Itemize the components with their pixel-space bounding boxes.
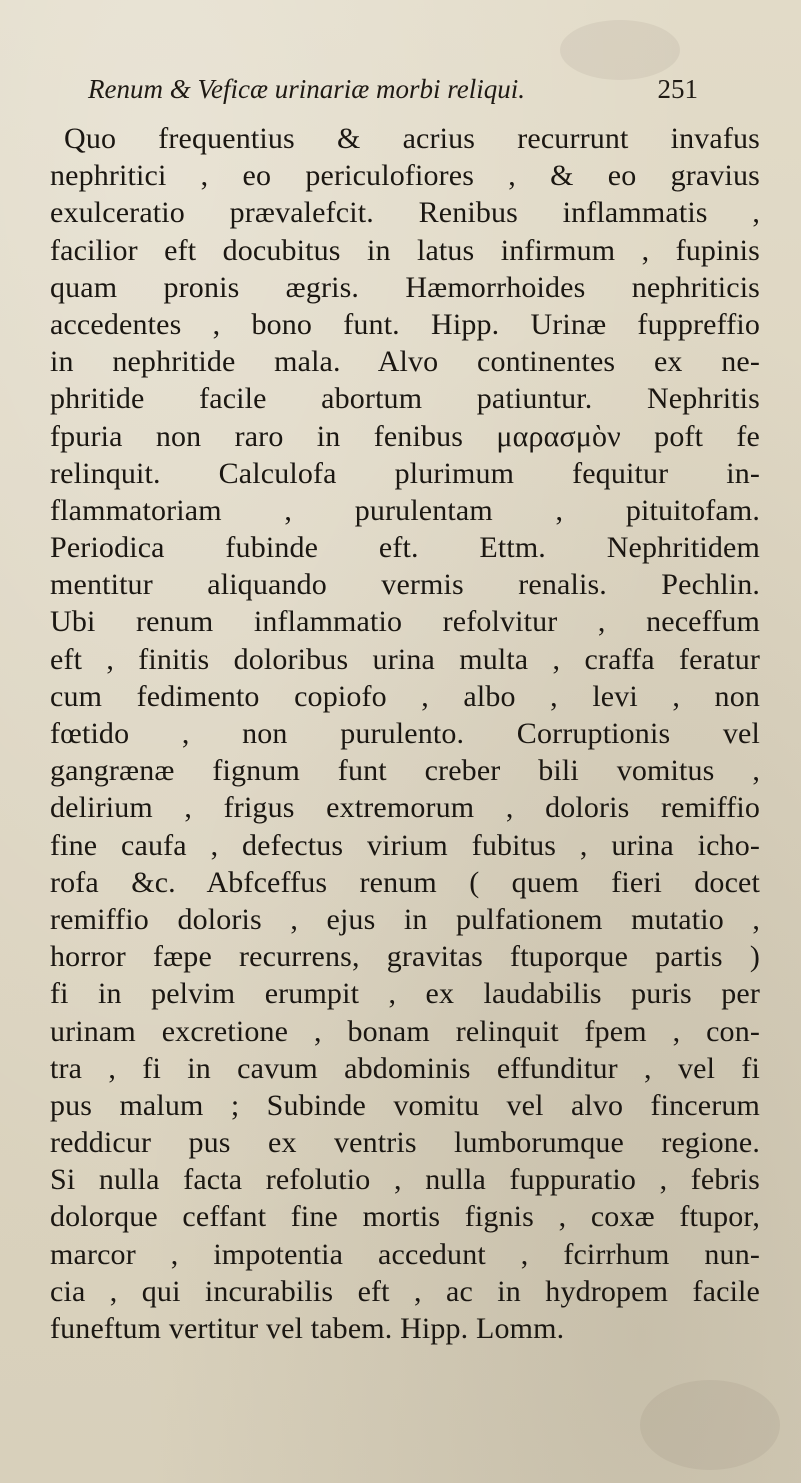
text-line: quam pronis ægris. Hæmorrhoides nephriticis [50, 270, 760, 304]
text-line: cum fedimento copiofo , albo , levi , non [50, 679, 760, 713]
text-line: Ubi renum inflammatio refolvitur , neceffum [50, 605, 760, 639]
paper-stain [640, 1380, 780, 1470]
text-line: fpuria non raro in fenibus μαρασμὸν poft fe [50, 419, 760, 453]
text-line: reddicur pus ex ventris lumborumque regione. [50, 1126, 760, 1160]
text-line: funeftum vertitur vel tabem. Hipp. Lomm. [50, 1312, 565, 1345]
text-line: remiffio doloris , ejus in pulfationem mutatio , [50, 902, 760, 936]
text-line: marcor , impotentia accedunt , fcirrhum nun- [50, 1237, 760, 1271]
text-line: Quo frequentius & acrius recurrunt invafus [64, 122, 760, 155]
text-line: exulceratio prævalefcit. Renibus inflammatis , [50, 196, 760, 230]
text-line: nephritici , eo periculofiores , & eo gravius [50, 159, 760, 193]
text-line: fœtido , non purulento. Corruptionis vel [50, 717, 760, 750]
text-line: Si nulla facta refolutio , nulla fuppuratio , febris [50, 1163, 760, 1197]
text-line: cia , qui incurabilis eft , ac in hydropem facile [50, 1274, 760, 1308]
text-line: in nephritide mala. Alvo continentes ex ne- [50, 345, 760, 379]
paper-stain [560, 20, 680, 80]
text-line: dolorque ceffant fine mortis fignis , coxæ ftupor, [50, 1200, 760, 1234]
text-line: Periodica fubinde eft. Ettm. Nephritidem [50, 531, 760, 565]
page-number: 251 [657, 74, 698, 104]
text-line: eft , finitis doloribus urina multa , craffa feratur [50, 642, 760, 676]
running-head [88, 74, 698, 114]
body-text [50, 120, 760, 1347]
text-line: facilior eft docubitus in latus infirmum , fupinis [50, 233, 760, 267]
text-line: horror fæpe recurrens, gravitas ftuporque partis ) [50, 940, 760, 974]
text-line: fine caufa , defectus virium fubitus , urina icho- [50, 828, 760, 862]
text-line: mentitur aliquando vermis renalis. Pechlin. [50, 568, 760, 602]
text-line: tra , fi in cavum abdominis effunditur , vel fi [50, 1051, 760, 1085]
text-line: fi in pelvim erumpit , ex laudabilis puris per [50, 977, 760, 1011]
text-line: phritide facile abortum patiuntur. Nephritis [50, 382, 760, 416]
text-line: urinam excretione , bonam relinquit fpem , con- [50, 1014, 760, 1048]
text-line: gangrænæ fignum funt creber bili vomitus , [50, 754, 760, 788]
text-line: accedentes , bono funt. Hipp. Urinæ fuppreffio [50, 307, 760, 341]
text-line: rofa &c. Abfceffus renum ( quem fieri docet [50, 865, 760, 899]
text-line: flammatoriam , purulentam , pituitofam. [50, 493, 760, 527]
text-line: relinquit. Calculofa plurimum fequitur in- [50, 456, 760, 490]
running-head-title: Renum & Veficæ urinariæ morbi reliqui. [88, 74, 525, 104]
text-line: delirium , frigus extremorum , doloris remiffio [50, 791, 760, 825]
text-line: pus malum ; Subinde vomitu vel alvo fincerum [50, 1088, 760, 1122]
